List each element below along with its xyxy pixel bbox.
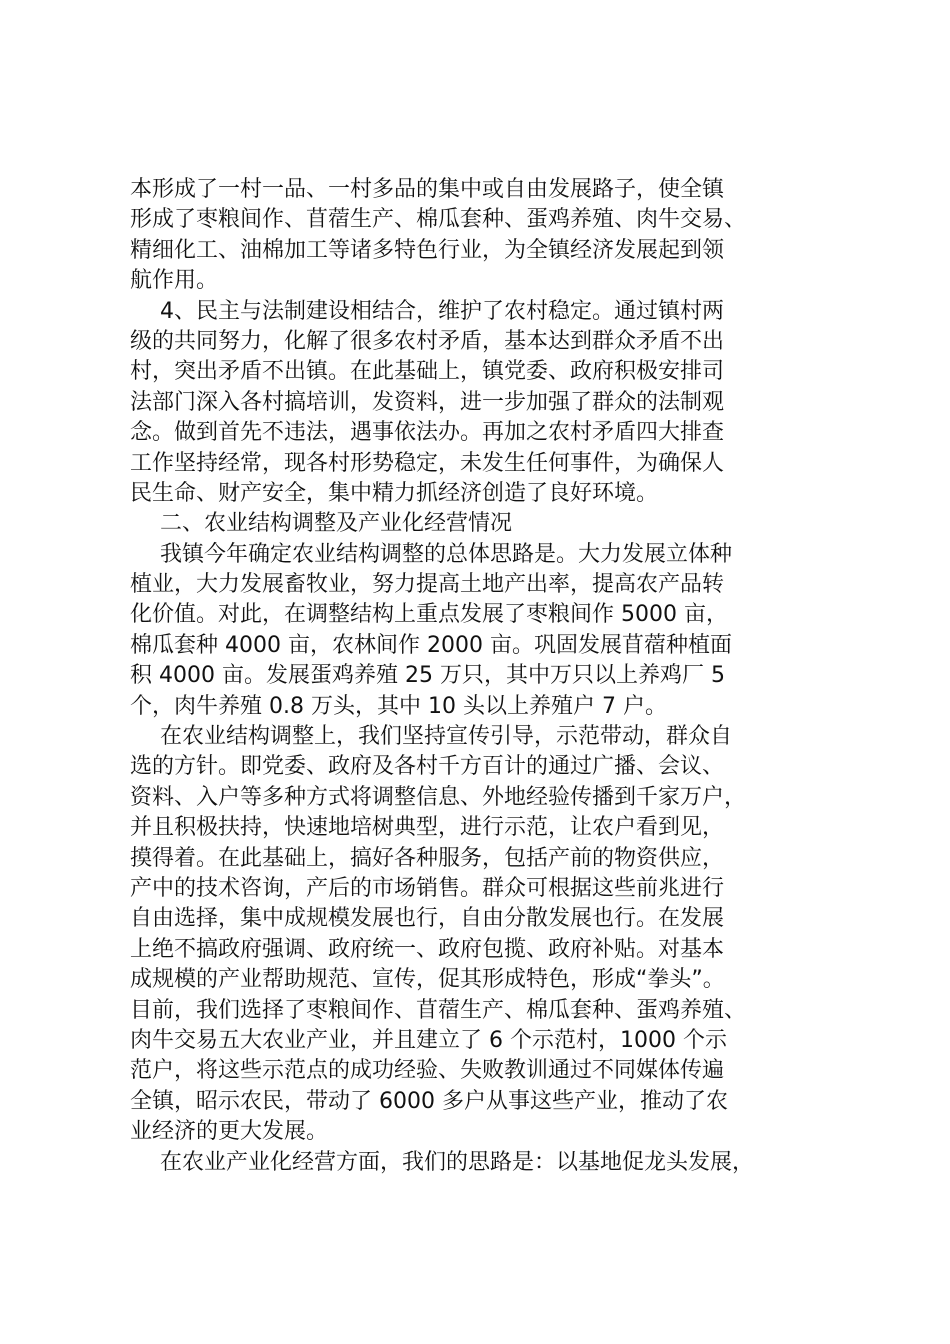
- text-line: 上绝不搞政府强调、政府统一、政府包揽、政府补贴。对基本: [130, 936, 725, 962]
- section-heading: 二、农业结构调整及产业化经营情况: [160, 511, 513, 537]
- text-line: 化价值。对此，在调整结构上重点发展了枣粮间作 5000 亩，: [130, 602, 728, 628]
- text-line: 资料、入户等多种方式将调整信息、外地经验传播到千家万户，: [130, 784, 747, 810]
- text-line: 本形成了一村一品、一村多品的集中或自由发展路子，使全镇: [130, 177, 725, 202]
- text-line: 棉瓜套种 4000 亩，农林间作 2000 亩。巩固发展苜蓿种植面: [130, 632, 732, 658]
- text-line: 工作坚持经常，现各村形势稳定，未发生任何事件，为确保人: [130, 450, 725, 476]
- text-line: 个，肉牛养殖 0.8 万头，其中 10 头以上养殖户 7 户。: [130, 693, 667, 719]
- text-line: 成规模的产业帮助规范、宣传，促其形成特色，形成“拳头”。: [130, 967, 725, 993]
- text-line: 并且积极扶持，快速地培树典型，进行示范，让农户看到见，: [130, 815, 725, 841]
- text-line: 念。做到首先不违法，遇事依法办。再加之农村矛盾四大排查: [130, 420, 725, 446]
- text-line: 航作用。: [130, 268, 219, 294]
- text-line: 法部门深入各村搞培训，发资料，进一步加强了群众的法制观: [130, 389, 725, 415]
- text-line: 范户，将这些示范点的成功经验、失败教训通过不同媒体传遍: [130, 1058, 725, 1084]
- text-line: 摸得着。在此基础上，搞好各种服务，包括产前的物资供应，: [130, 845, 725, 871]
- paragraph-first-line: 我镇今年确定农业结构调整的总体思路是。大力发展立体种: [160, 541, 733, 567]
- text-line: 自由选择，集中成规模发展也行，自由分散发展也行。在发展: [130, 906, 725, 932]
- paragraph-first-line: 4、民主与法制建设相结合，维护了农村稳定。通过镇村两: [160, 298, 724, 324]
- text-line: 全镇，昭示农民，带动了 6000 多户从事这些产业，推动了农: [130, 1088, 728, 1114]
- text-line: 村，突出矛盾不出镇。在此基础上，镇党委、政府积极安排司: [130, 359, 725, 385]
- text-line: 业经济的更大发展。: [130, 1119, 329, 1145]
- text-line: 选的方针。即党委、政府及各村千方百计的通过广播、会议、: [130, 754, 725, 780]
- paragraph-first-line: 在农业产业化经营方面，我们的思路是：以基地促龙头发展，: [160, 1149, 755, 1175]
- text-line: 形成了枣粮间作、苜蓿生产、棉瓜套种、蛋鸡养殖、肉牛交易、: [130, 207, 747, 233]
- text-line: 植业，大力发展畜牧业，努力提高土地产出率，提高农产品转: [130, 572, 725, 598]
- text-line: 肉牛交易五大农业产业，并且建立了 6 个示范村，1000 个示: [130, 1027, 727, 1053]
- text-line: 民生命、财产安全，集中精力抓经济创造了良好环境。: [130, 480, 659, 506]
- paragraph-first-line: 在农业结构调整上，我们坚持宣传引导，示范带动，群众自: [160, 724, 733, 750]
- text-line: 目前，我们选择了枣粮间作、苜蓿生产、棉瓜套种、蛋鸡养殖、: [130, 997, 747, 1023]
- text-line: 积 4000 亩。发展蛋鸡养殖 25 万只，其中万只以上养鸡厂 5: [130, 663, 725, 689]
- text-line: 级的共同努力，化解了很多农村矛盾，基本达到群众矛盾不出: [130, 328, 725, 354]
- text-line: 产中的技术咨询，产后的市场销售。群众可根据这些前兆进行: [130, 875, 725, 901]
- text-line: 精细化工、油棉加工等诸多特色行业，为全镇经济发展起到领: [130, 237, 725, 263]
- document-body: [130, 175, 830, 1178]
